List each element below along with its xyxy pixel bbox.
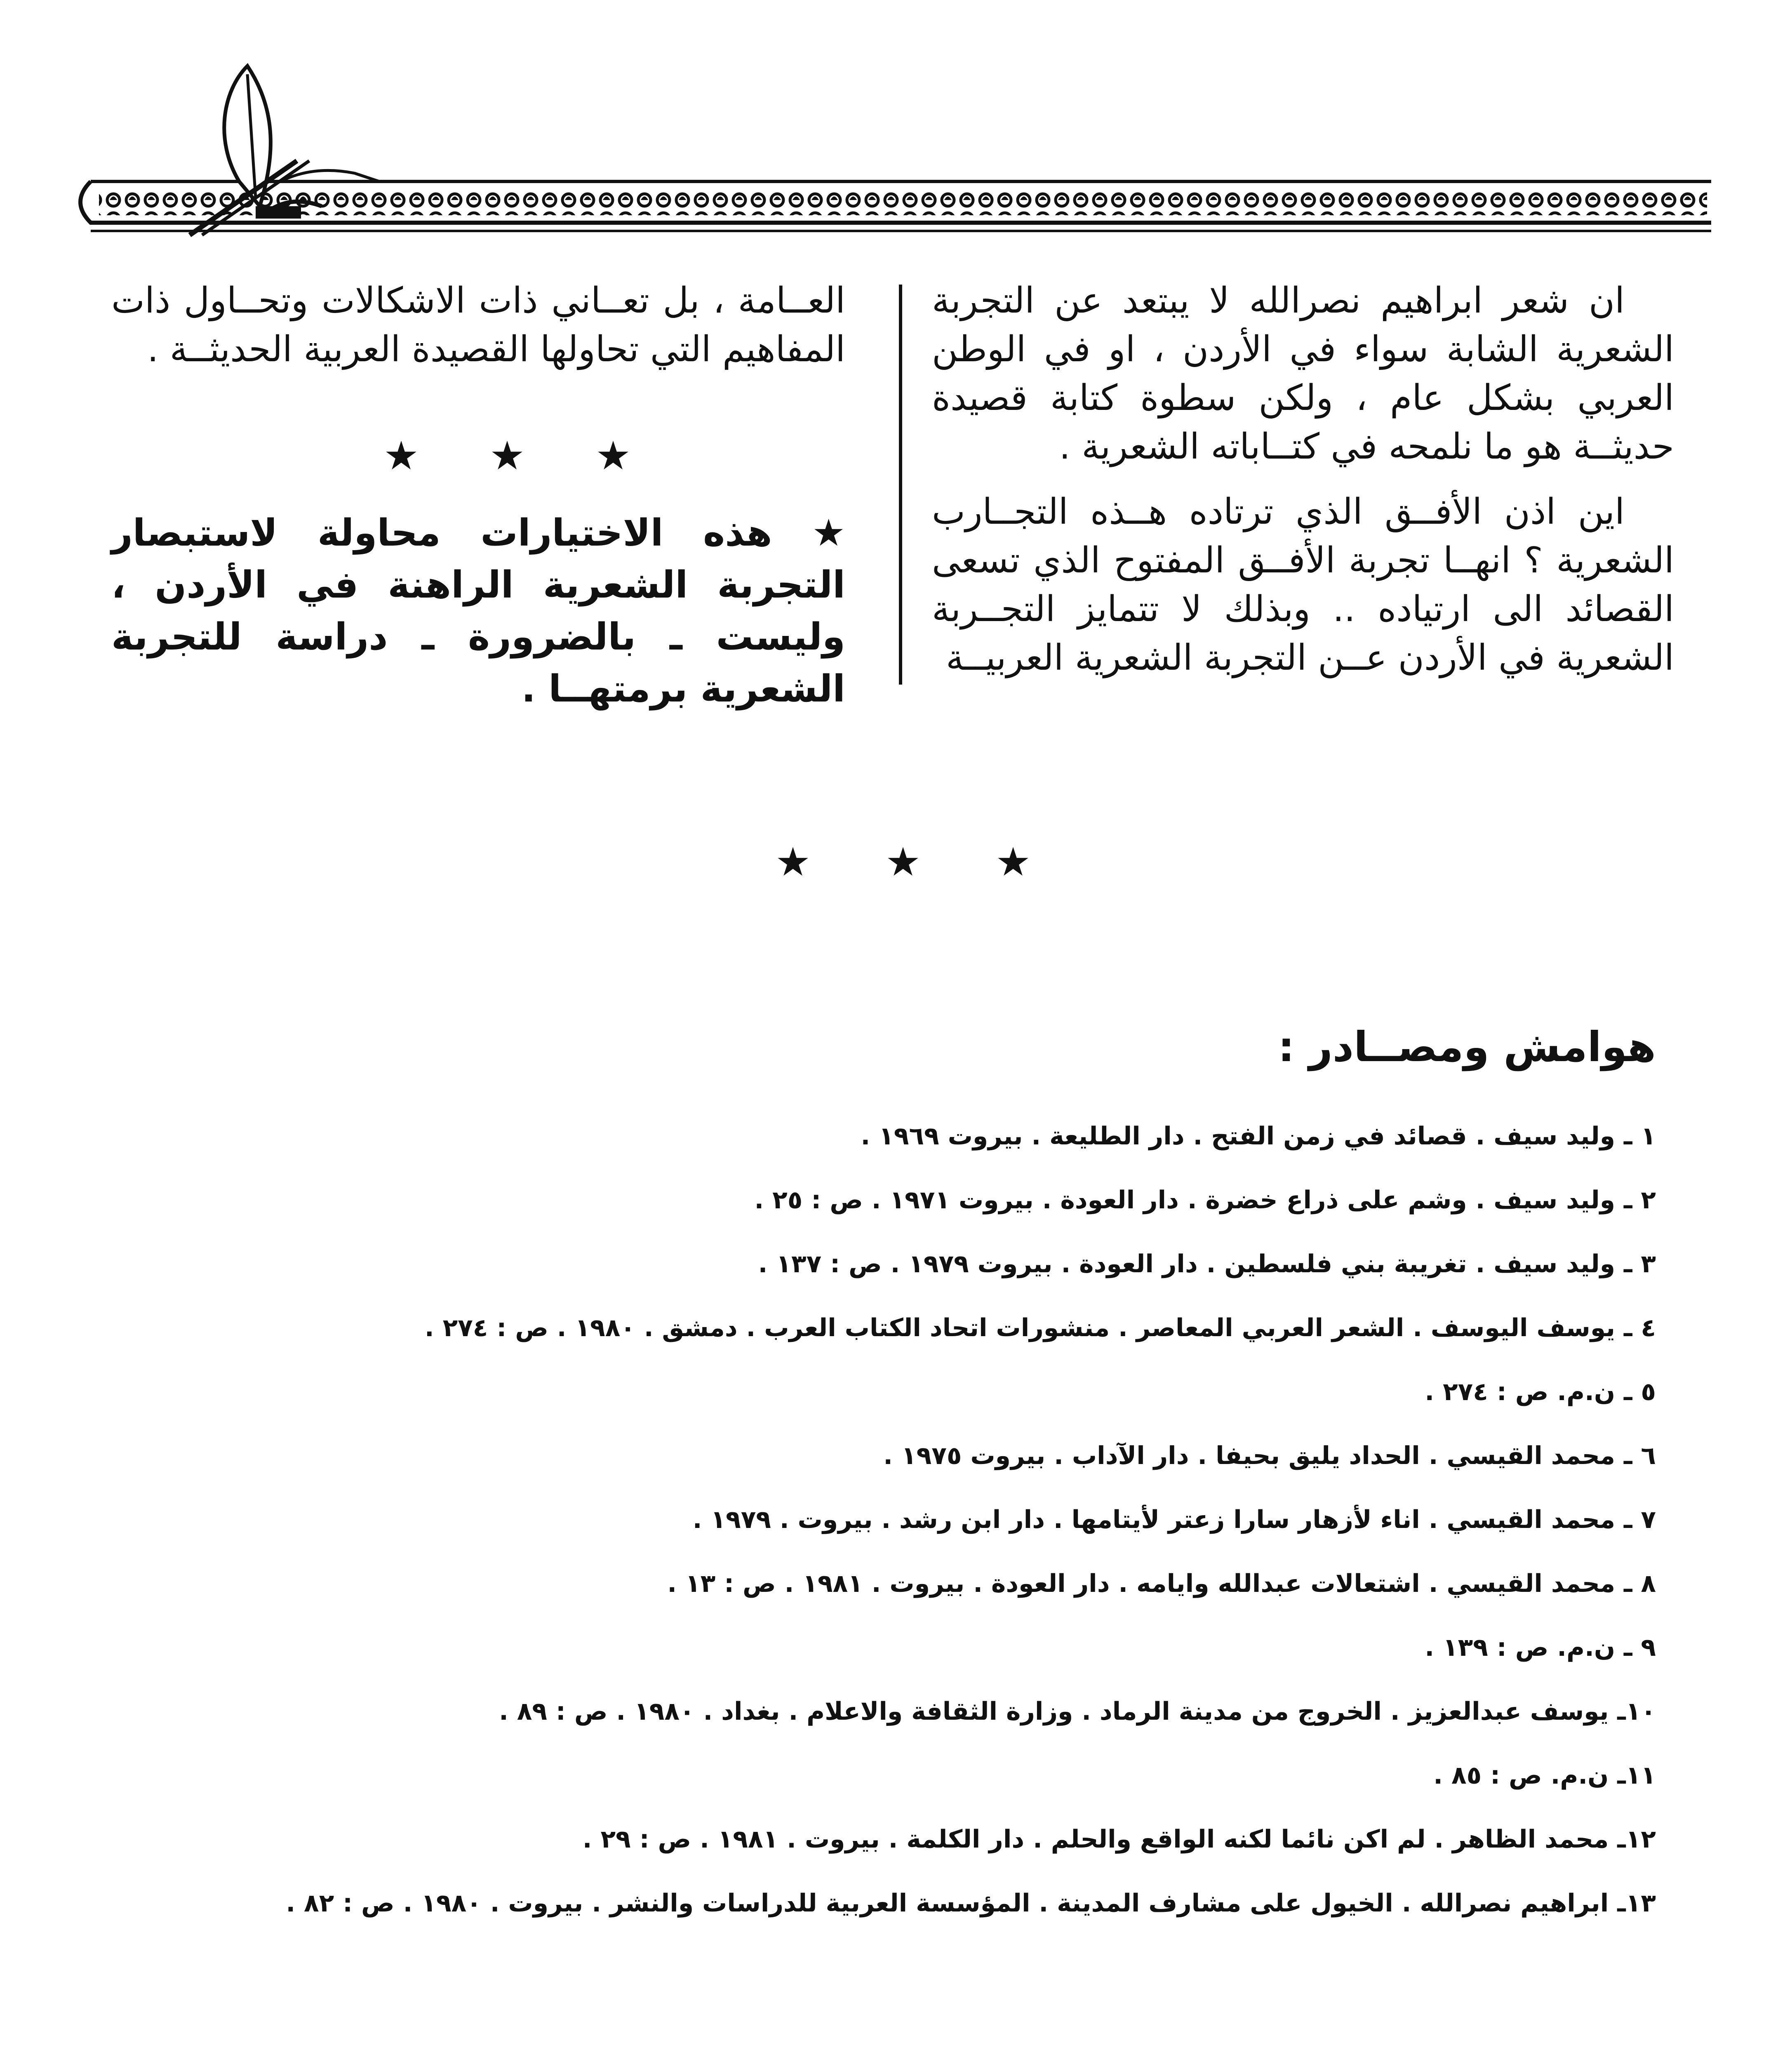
- note-item-13: ١٣ـ ابراهيم نصرالله . الخيول على مشارف المدينة . المؤسسة العربية للدراسات والنشر . بيروت . ١٩٨٠ . ص : ٨٢ .: [286, 1889, 1656, 1918]
- note-item-6: ٦ ـ محمد القيسي . الحداد يليق بحيفا . دار الآداب . بيروت ١٩٧٥ .: [883, 1441, 1656, 1470]
- note-item-11: ١١ـ ن.م. ص : ٨٥ .: [1433, 1761, 1656, 1790]
- paragraph-2: اين اذن الأفــق الذي ترتاده هــذه التجــارب الشعرية ؟ انهــا تجربة الأفــق المفتوح الذي تسعى القصائد الى ارتياده .. وبذلك لا تتمايز التجــربة الشعرية في الأردن عــن التجربة الشعرية العربيــة: [932, 491, 1674, 678]
- header-ornament: [66, 58, 1711, 239]
- star-icon: ★: [775, 839, 811, 885]
- note-item-5: ٥ ـ ن.م. ص : ٢٧٤ .: [1425, 1377, 1656, 1406]
- star-separator-middle: [775, 841, 1031, 883]
- note-item-4: ٤ ـ يوسف اليوسف . الشعر العربي المعاصر . منشورات اتحاد الكتاب العرب . دمشق . ١٩٨٠ . ص : ٢٧٤ .: [424, 1313, 1656, 1342]
- star-icon: ★: [995, 839, 1031, 885]
- note-item-8: ٨ ـ محمد القيسي . اشتعالات عبدالله وايامه . دار العودة . بيروت . ١٩٨١ . ص : ١٣ .: [667, 1569, 1656, 1598]
- star-icon: ★: [595, 433, 631, 479]
- star-icon: ★: [489, 433, 525, 479]
- notes-heading: هوامش ومصــادر :: [1278, 1023, 1656, 1071]
- paragraph-continuation: العــامة ، بل تعــاني ذات الاشكالات وتحــاول ذات المفاهيم التي تحاولها القصيدة العربية الحديثــة .: [111, 280, 845, 370]
- selection-note: [111, 507, 845, 715]
- star-icon: ★: [383, 433, 419, 479]
- star-separator-column: [383, 433, 631, 479]
- quill-pen-ornament-icon: [66, 58, 1711, 239]
- star-icon: ★: [885, 839, 921, 885]
- note-item-7: ٧ ـ محمد القيسي . اناء لأزهار سارا زعتر لأيتامها . دار ابن رشد . بيروت . ١٩٧٩ .: [692, 1505, 1656, 1534]
- note-text: ★ هذه الاختيارات محاولة لاستبصار التجربة الشعرية الراهنة في الأردن ، وليست ـ بالضرورة ـ دراسة للتجربة الشعرية برمتهــا .: [111, 511, 845, 711]
- body-column-right: [932, 276, 1674, 682]
- column-divider: [899, 285, 902, 685]
- note-item-2: ٢ ـ وليد سيف . وشم على ذراع خضرة . دار العودة . بيروت ١٩٧١ . ص : ٢٥ .: [754, 1186, 1656, 1215]
- notes-list: [89, 1113, 1656, 1944]
- note-item-3: ٣ ـ وليد سيف . تغريبة بني فلسطين . دار العودة . بيروت ١٩٧٩ . ص : ١٣٧ .: [758, 1250, 1656, 1278]
- note-item-10: ١٠ـ يوسف عبدالعزيز . الخروج من مدينة الرماد . وزارة الثقافة والاعلام . بغداد . ١٩٨٠ . ص : ٨٩ .: [499, 1697, 1656, 1726]
- note-item-9: ٩ ـ ن.م. ص : ١٣٩ .: [1425, 1633, 1656, 1662]
- note-item-1: ١ ـ وليد سيف . قصائد في زمن الفتح . دار الطليعة . بيروت ١٩٦٩ .: [861, 1122, 1656, 1151]
- paragraph-1: ان شعر ابراهيم نصرالله لا يبتعد عن التجربة الشعرية الشابة سواء في الأردن ، او في الوطن العربي بشكل عام ، ولكن سطوة كتابة قصيدة حديثــة هو ما نلمحه في كتــاباته الشعرية .: [932, 280, 1674, 467]
- note-item-12: ١٢ـ محمد الظاهر . لم اكن نائما لكنه الواقع والحلم . دار الكلمة . بيروت . ١٩٨١ . ص : ٢٩ .: [582, 1825, 1656, 1854]
- body-column-left: [111, 276, 845, 374]
